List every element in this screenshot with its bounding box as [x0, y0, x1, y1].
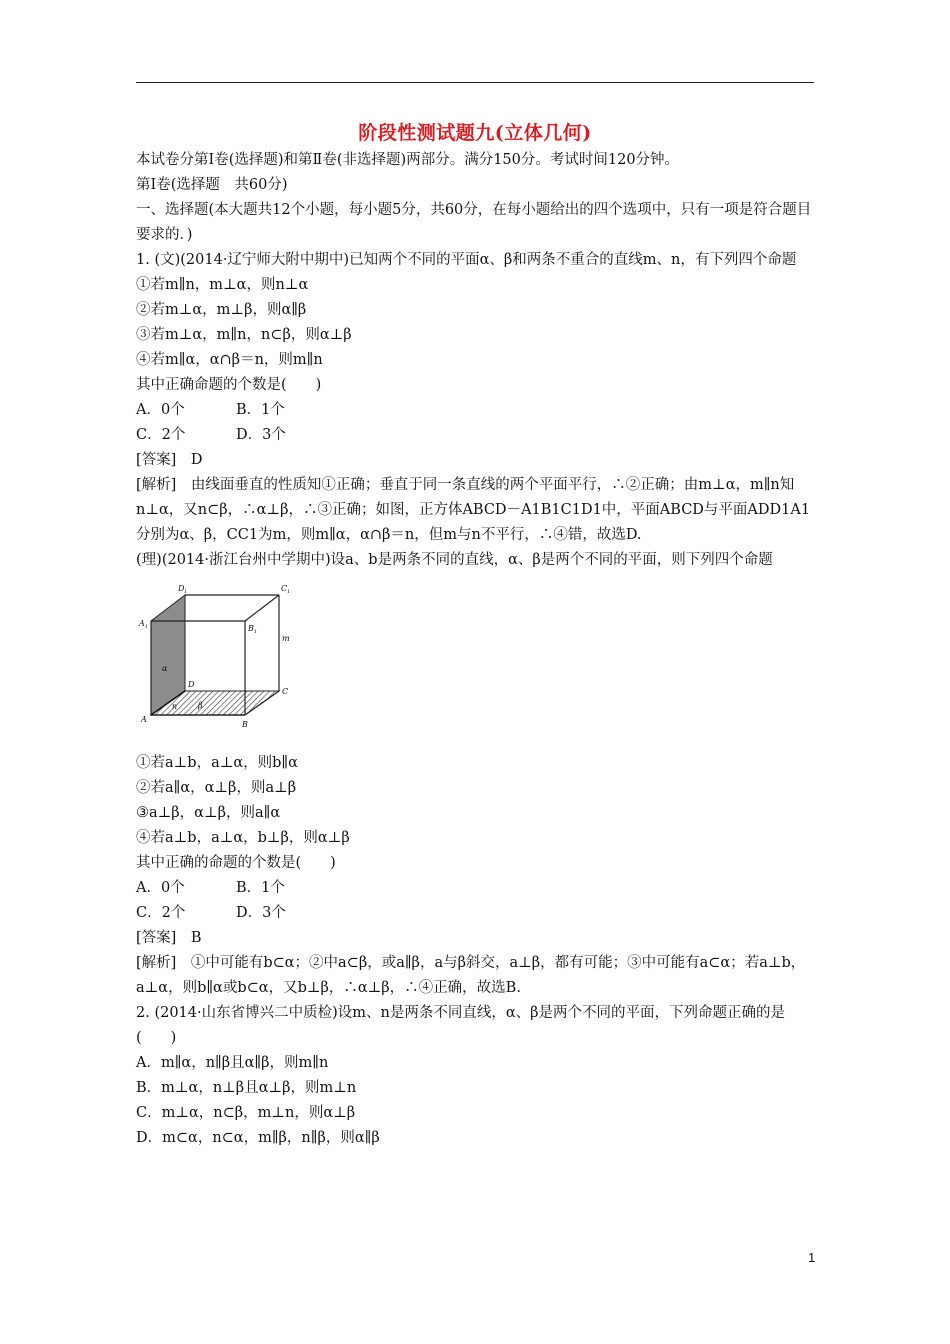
cube-diagram	[136, 581, 306, 741]
document-body	[136, 148, 816, 1151]
question-2-stem: 2. (2014·山东省博兴二中质检)设m、n是两条不同直线，α、β是两个不同的平面，下列命题正确的是( )	[136, 1005, 786, 1046]
question-1-options-row-2	[136, 423, 816, 448]
question-1-option-b: B．1个	[236, 402, 285, 418]
question-2-option-b: B．m⊥α，n⊥β且α⊥β，则m⊥n	[136, 1080, 357, 1096]
question-1b-options-row-1	[136, 876, 816, 901]
header-rule	[136, 82, 814, 83]
question-2-option-a: A．m∥α，n∥β且α∥β，则m∥n	[136, 1055, 329, 1071]
label-b1-sub: 1	[254, 629, 258, 635]
question-1b-prop-4: ④若a⊥b，a⊥α，b⊥β，则α⊥β	[136, 830, 350, 846]
question-1b-answer: [答案] B	[136, 930, 202, 946]
question-1-stem: 1. (文)(2014·辽宁师大附中期中)已知两个不同的平面α、β和两条不重合的直线m、n，有下列四个命题	[136, 252, 797, 268]
question-1b-analysis: [解析] ①中可能有b⊂α；②中a⊂β，或a∥β，a与β斜交，a⊥β，都有可能；③中可能有a⊂α；若a⊥b，a⊥α，则b∥α或b⊂α，又b⊥β，∴α⊥β，∴④正确，故选B.	[136, 955, 806, 996]
question-2-option-c: C．m⊥α，n⊂β，m⊥n，则α⊥β	[136, 1105, 356, 1121]
label-d1-sub: 1	[184, 589, 188, 595]
label-b1: B	[248, 624, 254, 633]
question-1b-prop-1: ①若a⊥b，a⊥α，则b∥α	[136, 755, 298, 771]
cube-figure	[136, 581, 306, 741]
label-d: D	[188, 680, 195, 689]
question-1b-ask: 其中正确的命题的个数是( )	[136, 855, 336, 871]
question-1-option-c: C．2个	[136, 427, 186, 443]
question-1-prop-4: ④若m∥α，α∩β＝n，则m∥n	[136, 352, 323, 368]
intro-text: 本试卷分第Ⅰ卷(选择题)和第Ⅱ卷(非选择题)两部分。满分150分。考试时间120分钟。	[136, 152, 680, 168]
question-1b-option-b: B．1个	[236, 880, 285, 896]
question-1-option-a: A．0个	[136, 402, 185, 418]
volume-heading: 第Ⅰ卷(选择题 共60分)	[136, 177, 288, 193]
label-a: A	[141, 715, 147, 724]
question-1-analysis: [解析] 由线面垂直的性质知①正确；垂直于同一条直线的两个平面平行，∴②正确；由m⊥α，m∥n知n⊥α，又n⊂β，∴α⊥β，∴③正确；如图，正方体ABCD－A1B1C1D1中，平面ABCD与平面ADD1A1分别为α、β，CC1为m，则m∥α，α∩β＝n，但m与n不平行，∴④错，故选D.	[136, 477, 811, 543]
label-c1: C	[281, 584, 288, 593]
question-1-prop-3: ③若m⊥α，m∥n，n⊂β，则α⊥β	[136, 327, 352, 343]
question-1-prop-2: ②若m⊥α，m⊥β，则α∥β	[136, 302, 307, 318]
question-1b-option-d: D．3个	[236, 905, 286, 921]
question-1-options-row-1	[136, 398, 816, 423]
label-a1: A	[139, 619, 145, 628]
question-1-option-d: D．3个	[236, 427, 286, 443]
label-d1: D	[178, 584, 185, 593]
page-title: 阶段性测试题九(立体几何)	[358, 122, 592, 144]
section-heading: 一、选择题(本大题共12个小题，每小题5分，共60分，在每小题给出的四个选项中，只有一项是符合题目要求的．)	[136, 202, 812, 243]
question-1-prop-1: ①若m∥n，m⊥α，则n⊥α	[136, 277, 309, 293]
question-1-answer: [答案] D	[136, 452, 203, 468]
label-a1-sub: 1	[145, 624, 149, 630]
question-1-ask: 其中正确命题的个数是( )	[136, 377, 322, 393]
question-1b-prop-3: ③a⊥β，α⊥β，则a∥α	[136, 805, 281, 821]
question-1b-option-c: C．2个	[136, 905, 186, 921]
question-1b-prop-2: ②若a∥α，α⊥β，则a⊥β	[136, 780, 297, 796]
label-n: n	[172, 702, 178, 711]
label-c: C	[282, 687, 289, 696]
question-1b-stem: (理)(2014·浙江台州中学期中)设a、b是两条不同的直线，α、β是两个不同的平面，则下列四个命题	[136, 552, 773, 568]
question-1b-option-a: A．0个	[136, 880, 185, 896]
label-beta: β	[198, 701, 203, 710]
label-b: B	[242, 720, 248, 729]
question-1b-options-row-2	[136, 901, 816, 926]
label-c1-sub: 1	[287, 589, 291, 595]
page-number: 1	[808, 1250, 816, 1265]
label-alpha: α	[162, 664, 168, 673]
question-2-option-d: D．m⊂α，n⊂α，m∥β，n∥β，则α∥β	[136, 1130, 380, 1146]
label-m: m	[282, 634, 290, 643]
